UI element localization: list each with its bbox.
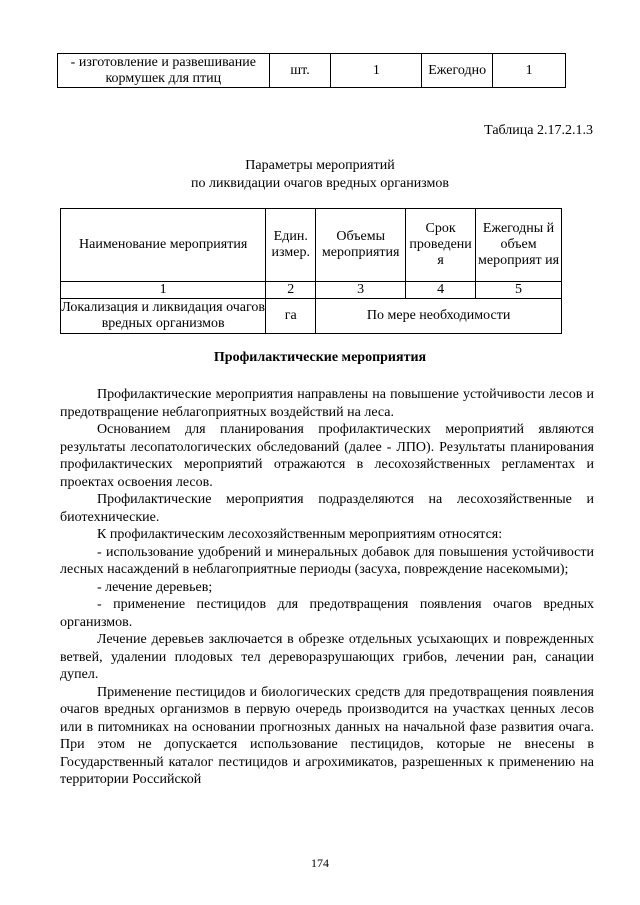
annual-volume-cell: 1 <box>493 54 566 88</box>
column-number: 2 <box>266 282 316 299</box>
paragraph: Профилактические мероприятия направлены на повышение устойчивости лесов и предотвращение неблагоприятных воздействий на леса. <box>60 387 594 420</box>
table-row <box>61 299 562 334</box>
header-measure-name: Наименование мероприятия <box>61 209 266 282</box>
section-heading: Профилактические мероприятия <box>213 350 427 365</box>
paragraph: Профилактические мероприятия подразделяются на лесохозяйственные и биотехнические. <box>60 492 594 525</box>
volume-cell: 1 <box>331 54 422 88</box>
header-period: Срок проведени я <box>406 209 476 282</box>
column-number: 4 <box>406 282 476 299</box>
period-cell: Ежегодно <box>422 54 493 88</box>
table-header-row <box>61 209 562 282</box>
paragraph: - использование удобрений и минеральных добавок для повышения устойчивости лесных насаждений в неблагоприятные периоды (засуха, повреждение насекомыми); <box>60 544 594 577</box>
header-annual-volume: Ежегодны й объем мероприят ия <box>476 209 562 282</box>
paragraph: Основанием для планирования профилактических мероприятий являются результаты лесопатологических обследований (далее - ЛПО). Результаты планирования профилактических мероприятий отражаются в лесохозяйственных регламентах и проектах освоения лесов. <box>60 422 594 490</box>
paragraph: - лечение деревьев; <box>97 579 213 595</box>
paragraph: - применение пестицидов для предотвращения появления очагов вредных организмов. <box>60 597 594 630</box>
unit-cell: га <box>266 299 316 334</box>
header-unit: Един. измер. <box>266 209 316 282</box>
measures-table-continued <box>57 53 566 88</box>
paragraph: Применение пестицидов и биологических средств для предотвращения появления очагов вредных организмов в первую очередь производится на участках ценных лесов или в питомниках на основании прогнозных данных на начальной фазе развития очага. При этом не допускается использование пестицидов, которые не внесены в Государственный каталог пестицидов и агрохимикатов, разрешенных к применению на территории Российской <box>60 684 594 787</box>
merged-value-cell: По мере необходимости <box>316 299 562 334</box>
table-number-label: Таблица 2.17.2.1.3 <box>484 123 593 138</box>
table-caption-line-1: Параметры мероприятий <box>245 158 395 173</box>
paragraph: К профилактическим лесохозяйственным мероприятиям относятся: <box>97 527 503 542</box>
parameters-table <box>60 208 562 334</box>
measure-name-cell: Локализация и ликвидация очагов вредных организмов <box>61 299 266 334</box>
header-volume: Объемы мероприятия <box>316 209 406 282</box>
paragraph: Лечение деревьев заключается в обрезке отдельных усыхающих и поврежденных ветвей, удалении плодовых тел дереворазрушающих грибов, лечении ран, санации дупел. <box>60 632 594 682</box>
column-number: 5 <box>476 282 562 299</box>
table-caption-line-2: по ликвидации очагов вредных организмов <box>191 176 449 191</box>
column-number: 3 <box>316 282 406 299</box>
page-number: 174 <box>311 856 329 870</box>
column-number: 1 <box>61 282 266 299</box>
table-column-numbers-row <box>61 282 562 299</box>
table-row <box>58 54 566 88</box>
unit-cell: шт. <box>269 54 331 88</box>
body-text <box>60 386 594 789</box>
measure-name-cell: - изготовление и развешивание кормушек для птиц <box>58 54 270 88</box>
